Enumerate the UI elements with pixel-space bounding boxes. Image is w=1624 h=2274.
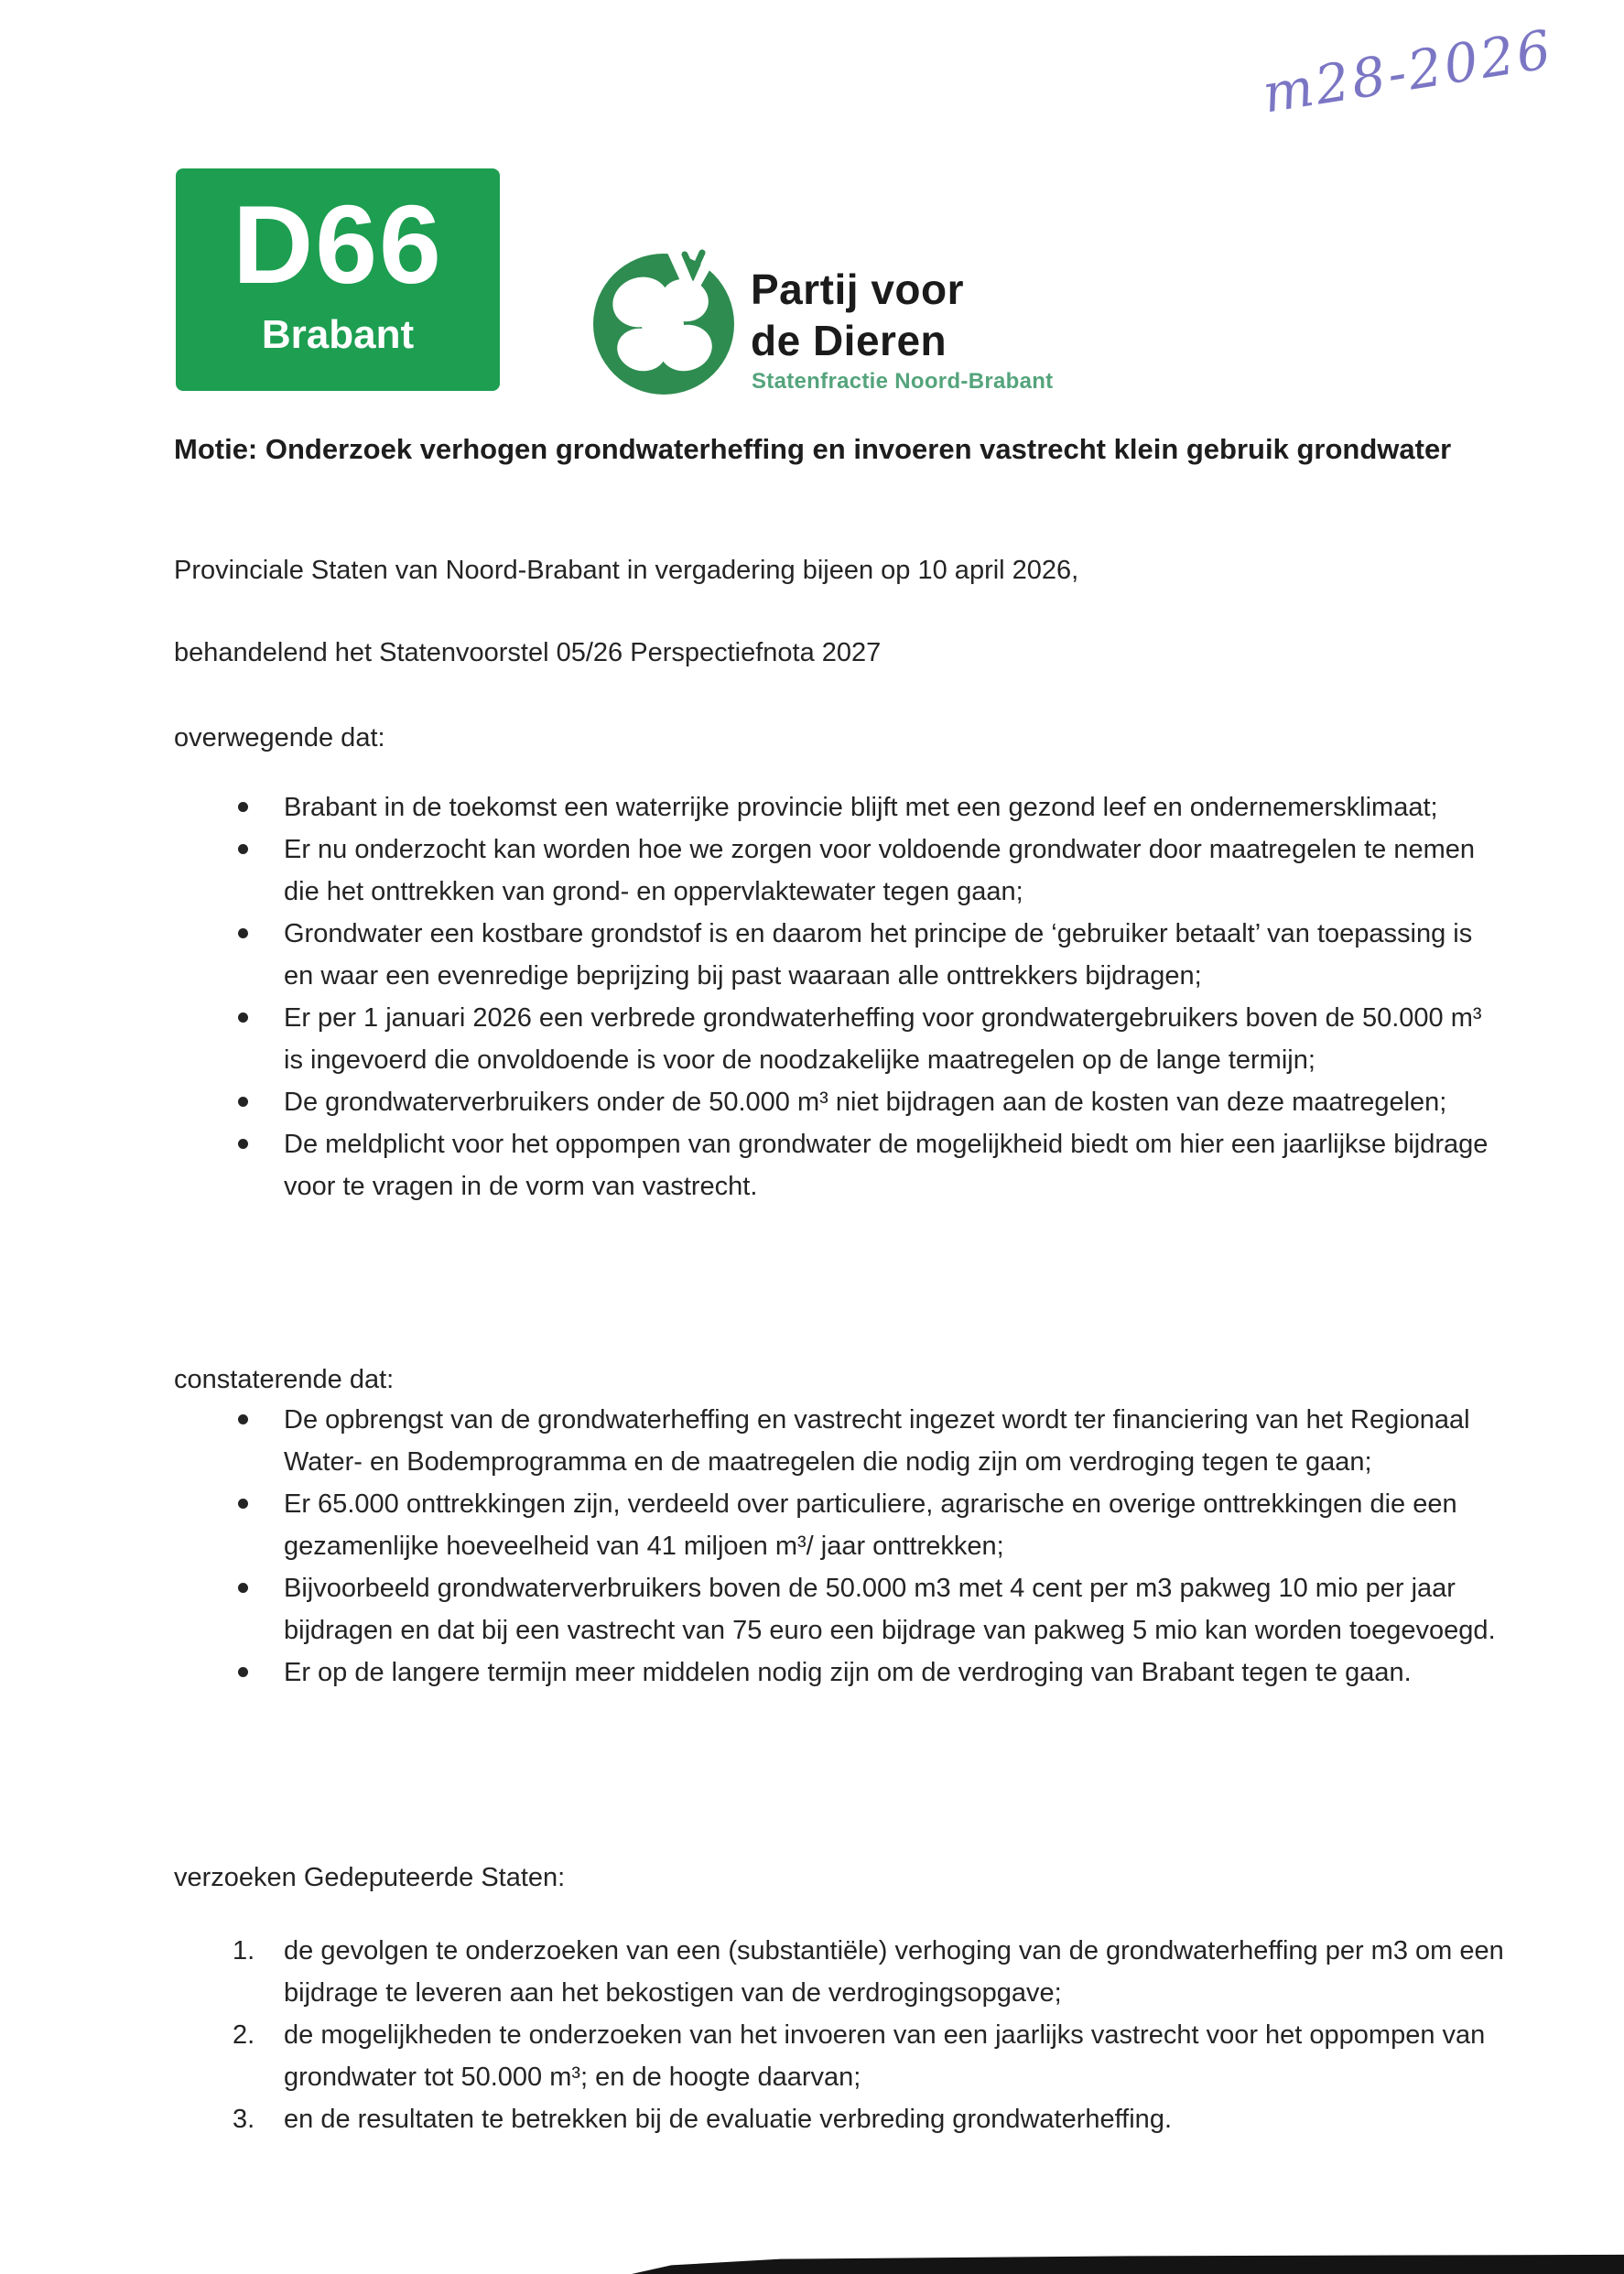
d66-logo — [176, 168, 500, 391]
bullet-item: Bijvoorbeeld grondwaterverbruikers boven de 50.000 m3 met 4 cent per m3 pakweg 10 mio per jaar bijdragen en dat bij een vastrecht van 75 euro een bijdrage van pakweg 5 mio kan worden toegevoegd. — [231, 1567, 1508, 1651]
pvdd-wordmark-line1: Partij voor — [751, 265, 965, 313]
numbered-item: de gevolgen te onderzoeken van een (substantiële) verhoging van de grondwaterheffing per m3 om een bijdrage te leveren aan het bekostigen van de verdrogingsopgave; — [284, 1936, 1504, 2008]
pvdd-subtitle: Statenfractie Noord-Brabant — [752, 369, 1054, 394]
bullet-item: Er nu onderzocht kan worden hoe we zorgen voor voldoende grondwater door maatregelen te nemen die het onttrekken van grond- en oppervlaktewater tegen gaan; — [231, 828, 1508, 913]
d66-logo-region: Brabant — [261, 312, 415, 357]
bullet-item: Er per 1 januari 2026 een verbrede grondwaterheffing voor grondwatergebruikers boven de 50.000 m³ is ingevoerd die onvoldoende is voor de noodzakelijke maatregelen op de lange termijn; — [231, 997, 1508, 1081]
bullet-item: De grondwaterverbruikers onder de 50.000 m³ niet bijdragen aan de kosten van deze maatregelen; — [231, 1081, 1508, 1123]
bullet-item: Brabant in de toekomst een waterrijke provincie blijft met een gezond leef en ondernemersklimaat; — [231, 786, 1508, 828]
constaterende-bullet-list — [231, 1399, 1508, 1694]
pvdd-butterfly-icon — [590, 245, 737, 397]
bullet-item: De opbrengst van de grondwaterheffing en vastrecht ingezet wordt ter financiering van het Regionaal Water- en Bodemprogramma en de maatregelen die nodig zijn om verdroging tegen te gaan; — [231, 1399, 1508, 1483]
overwegende-bullet-list — [231, 786, 1508, 1207]
section-heading-constaterende: constaterende dat: — [174, 1365, 395, 1394]
bullet-item: Grondwater een kostbare grondstof is en daarom het principe de ‘gebruiker betaalt’ van toepassing is en waar een evenredige beprijzing bij past waaraan alle onttrekkers bijdragen; — [231, 913, 1508, 997]
numbered-item: en de resultaten te betrekken bij de evaluatie verbreding grondwaterheffing. — [284, 2105, 1172, 2134]
scan-artifact-bar — [632, 2252, 1624, 2274]
handwritten-motion-number: m28-2026 — [1258, 17, 1558, 125]
bullet-item: De meldplicht voor het oppompen van grondwater de mogelijkheid biedt om hier een jaarlijkse bijdrage voor te vragen in de vorm van vastrecht. — [231, 1123, 1508, 1207]
section-heading-overwegende: overwegende dat: — [174, 723, 385, 753]
bullet-item: Er 65.000 onttrekkingen zijn, verdeeld over particuliere, agrarische en overige onttrekkingen die een gezamenlijke hoeveelheid van 41 miljoen m³/ jaar onttrekken; — [231, 1483, 1508, 1567]
numbered-item: de mogelijkheden te onderzoeken van het invoeren van een jaarlijks vastrecht voor het oppompen van grondwater tot 50.000 m³; en de hoogte daarvan; — [284, 2020, 1486, 2092]
intro-paragraph-1: Provinciale Staten van Noord-Brabant in vergadering bijeen op 10 april 2026, — [174, 556, 1079, 585]
pvdd-wordmark — [751, 264, 964, 366]
motion-title: Motie: Onderzoek verhogen grondwaterheffing en invoeren vastrecht klein gebruik grondwater — [174, 433, 1452, 465]
verzoeken-numbered-list — [231, 1930, 1508, 2140]
pvdd-wordmark-line2: de Dieren — [751, 317, 947, 364]
d66-logo-text: D66 — [233, 182, 443, 307]
intro-paragraph-2: behandelend het Statenvoorstel 05/26 Perspectiefnota 2027 — [174, 638, 882, 667]
bullet-item: Er op de langere termijn meer middelen nodig zijn om de verdroging van Brabant tegen te gaan. — [231, 1651, 1508, 1694]
section-heading-verzoeken: verzoeken Gedeputeerde Staten: — [174, 1863, 566, 1892]
